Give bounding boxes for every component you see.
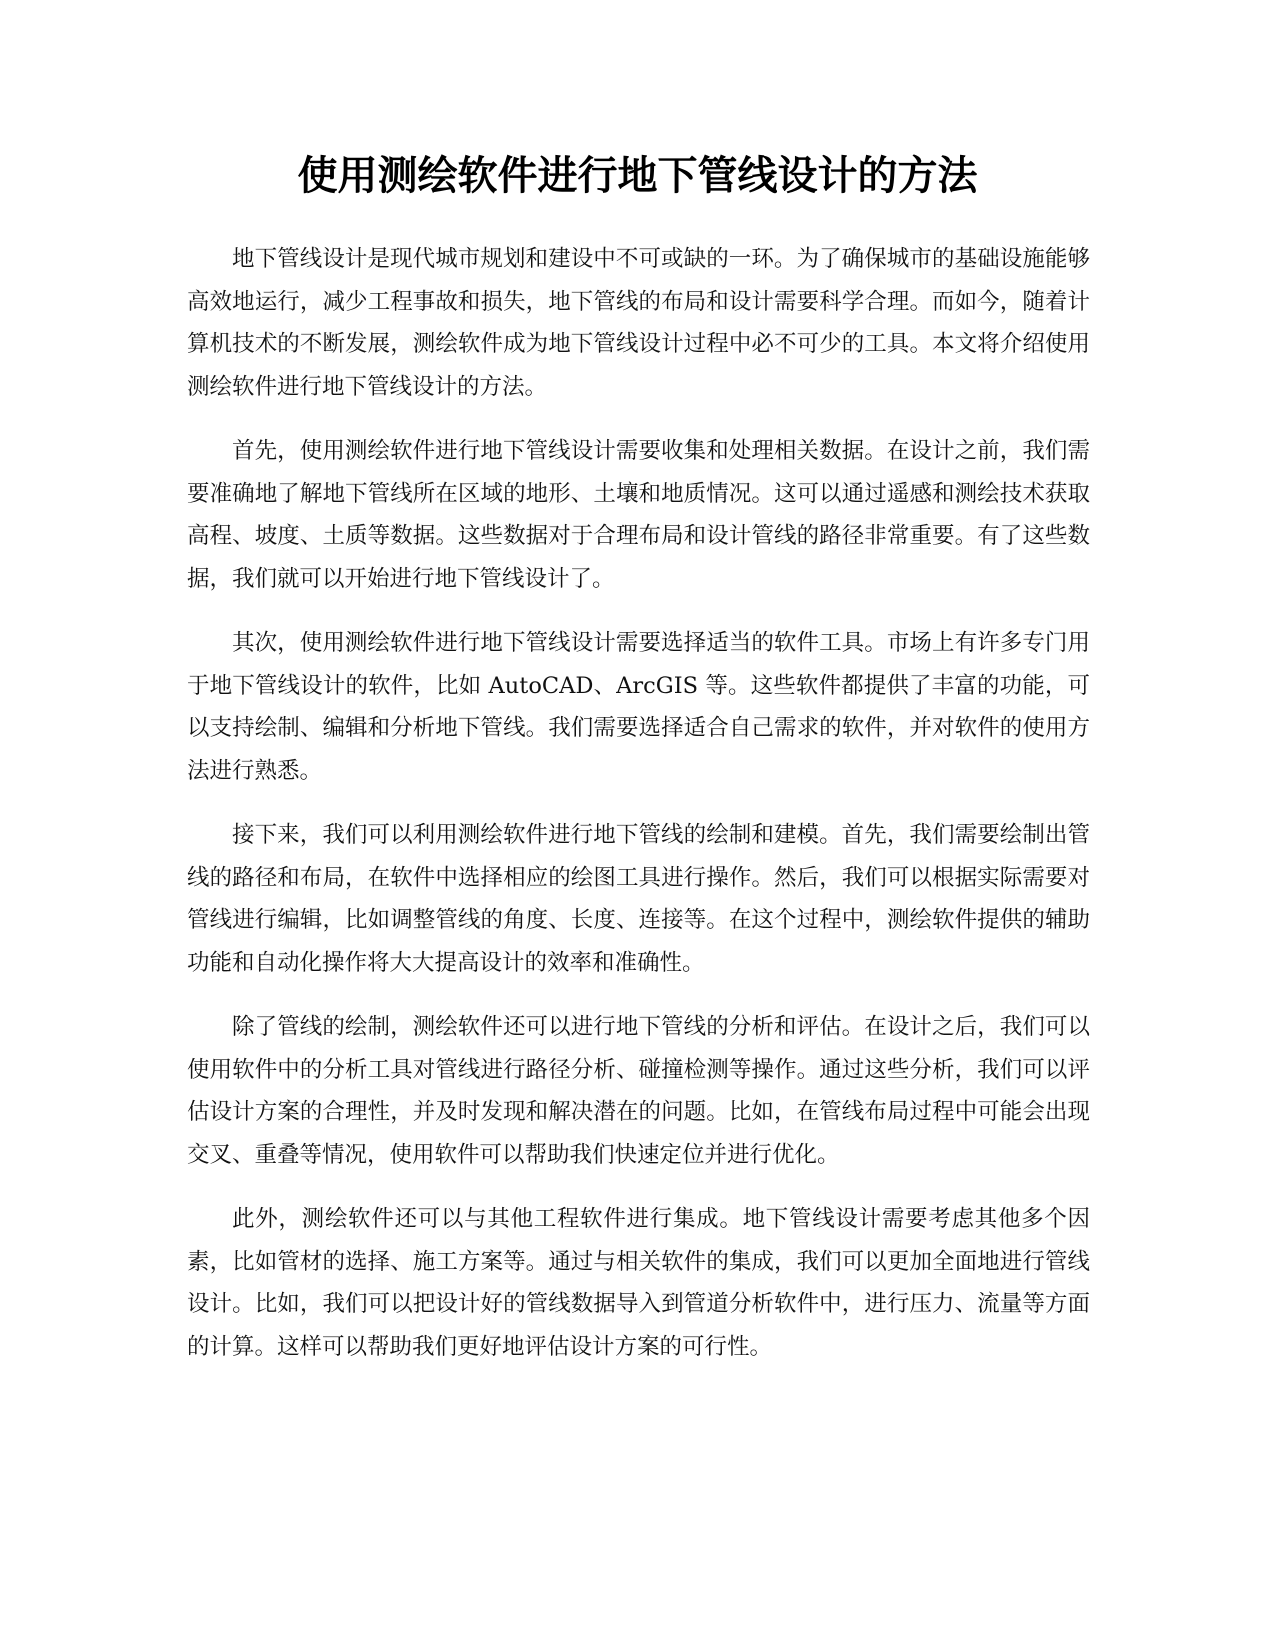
document-title: 使用测绘软件进行地下管线设计的方法	[297, 153, 978, 199]
paragraph-intro: 地下管线设计是现代城市规划和建设中不可或缺的一环。为了确保城市的基础设施能够高效地运行，减少工程事故和损失，地下管线的布局和设计需要科学合理。而如今，随着计算机技术的不断发展，测绘软件成为地下管线设计过程中必不可少的工具。本文将介绍使用测绘软件进行地下管线设计的方法。	[187, 246, 1090, 400]
paragraph-integration: 此外，测绘软件还可以与其他工程软件进行集成。地下管线设计需要考虑其他多个因素，比如管材的选择、施工方案等。通过与相关软件的集成，我们可以更加全面地进行管线设计。比如，我们可以把设计好的管线数据导入到管道分析软件中，进行压力、流量等方面的计算。这样可以帮助我们更好地评估设计方案的可行性。	[187, 1206, 1090, 1360]
paragraph-drawing-modeling: 接下来，我们可以利用测绘软件进行地下管线的绘制和建模。首先，我们需要绘制出管线的路径和布局，在软件中选择相应的绘图工具进行操作。然后，我们可以根据实际需要对管线进行编辑，比如调整管线的角度、长度、连接等。在这个过程中，测绘软件提供的辅助功能和自动化操作将大大提高设计的效率和准确性。	[187, 822, 1090, 976]
paragraph-data-collection: 首先，使用测绘软件进行地下管线设计需要收集和处理相关数据。在设计之前，我们需要准确地了解地下管线所在区域的地形、土壤和地质情况。这可以通过遥感和测绘技术获取高程、坡度、土质等数据。这些数据对于合理布局和设计管线的路径非常重要。有了这些数据，我们就可以开始进行地下管线设计了。	[187, 438, 1090, 592]
document-body	[187, 238, 1090, 1390]
paragraph-software-selection: 其次，使用测绘软件进行地下管线设计需要选择适当的软件工具。市场上有许多专门用于地下管线设计的软件，比如 AutoCAD、ArcGIS 等。这些软件都提供了丰富的功能，可以支持绘制、编辑和分析地下管线。我们需要选择适合自己需求的软件，并对软件的使用方法进行熟悉。	[187, 630, 1090, 784]
paragraph-analysis: 除了管线的绘制，测绘软件还可以进行地下管线的分析和评估。在设计之后，我们可以使用软件中的分析工具对管线进行路径分析、碰撞检测等操作。通过这些分析，我们可以评估设计方案的合理性，并及时发现和解决潜在的问题。比如，在管线布局过程中可能会出现交叉、重叠等情况，使用软件可以帮助我们快速定位并进行优化。	[187, 1014, 1090, 1168]
